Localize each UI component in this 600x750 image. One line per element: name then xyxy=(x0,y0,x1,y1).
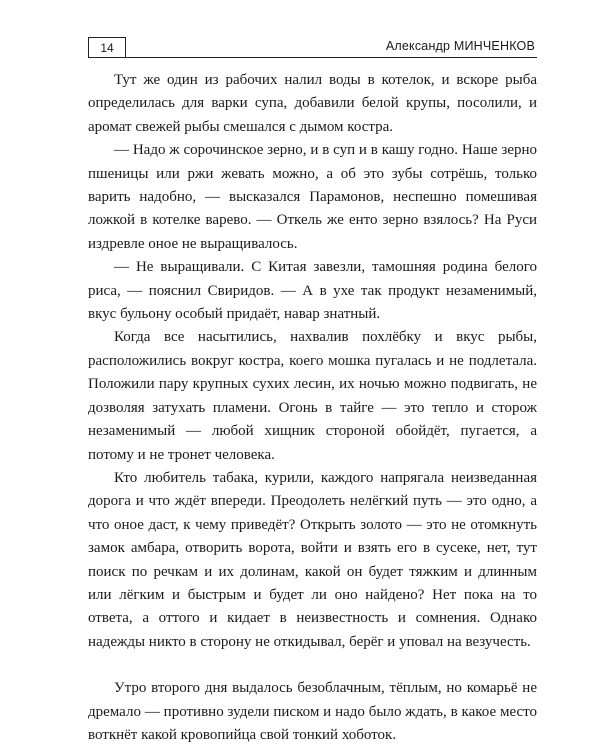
paragraph: Тут же один из рабочих налил воды в котелок, и вскоре рыба определилась для варки супа, добавили белой крупы, посолили, и аромат свежей рыбы смешался с дымом костра. xyxy=(88,72,537,135)
paragraph: — Надо ж сорочинское зерно, и в суп и в кашу годно. Наше зерно пшеницы или ржи жевать можно, а об это зубы сотрёшь, только варить надобно, — высказался Парамонов, неспешно помешивая ложкой в котелке варево. — Откель же енто зерно взялось? На Руси издревле оное не выращивалось. xyxy=(88,142,537,252)
author-name: Александр МИНЧЕНКОВ xyxy=(385,39,535,53)
body-text xyxy=(88,69,537,747)
paragraph: Кто любитель табака, курили, каждого напрягала неизведанная дорога и что ждёт впереди. Преодолеть нелёгкий путь — это одно, а что оное даст, к чему приведёт? Открыть золото — это не отомкнуть замок амбара, отворить ворота, войти и взять его в сусеке, нет, тут поиск по речкам и их долинам, какой он будет тяжким и длинным или лёгким и быстрым и будет ли оно найдено? Нет пока на то ответа, а оттого и кидает в неизвестность и сомнения. Однако надежды никто в сторону не откидывал, берёг и уповал на везучесть. xyxy=(88,469,537,650)
paragraph: Когда все насытились, нахвалив похлёбку и вкус рыбы, расположились вокруг костра, коего мошка пугалась и не подлетала. Положили пару крупных сухих лесин, их ночью можно подвигать, не дозволяя затухать пламени. Огонь в тайге — это тепло и сторож незаменимый — любой хищник стороной обойдёт, пугается, а потому и не тронет человека. xyxy=(88,329,537,463)
paragraph: — Не выращивали. С Китая завезли, тамошняя родина белого риса, — пояснил Свиридов. — А в ухе так продукт незаменимый, вкус бульону особый придаёт, навар знатный. xyxy=(88,259,537,323)
page-number: 14 xyxy=(88,37,126,57)
header-rule xyxy=(88,57,537,58)
paragraph: Утро второго дня выдалось безоблачным, тёплым, но комарьё не дремало — противно зудели писком и надо было ждать, в какое место воткнёт какой кровопийца свой тонкий хоботок. xyxy=(88,680,537,743)
running-header xyxy=(88,37,537,59)
